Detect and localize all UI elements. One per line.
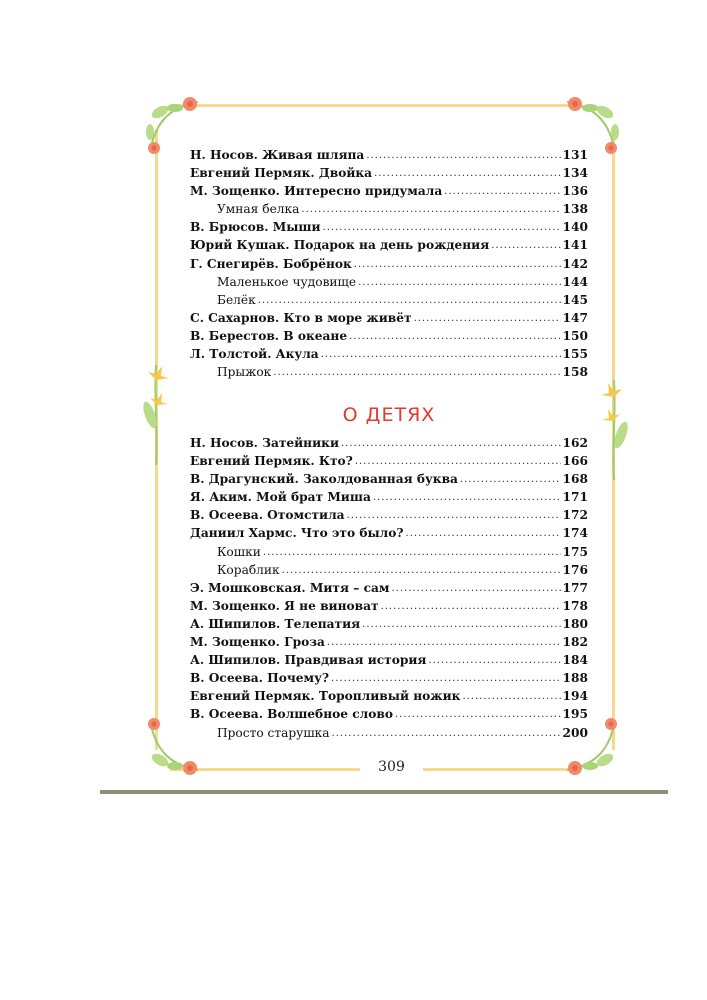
toc-entry-page: 155 <box>562 347 588 362</box>
toc-entry <box>190 599 588 617</box>
toc-entry <box>190 257 588 275</box>
toc-entry <box>190 490 588 508</box>
toc-dot-leader <box>373 492 561 503</box>
toc-entry <box>190 275 588 293</box>
toc-entry <box>190 707 588 725</box>
toc-entry-page: 150 <box>562 328 588 343</box>
toc-entry <box>190 454 588 472</box>
toc-entry-title: Э. Мошковская. Митя – сам <box>190 580 390 595</box>
toc-dot-leader <box>347 510 561 521</box>
toc-dot-leader <box>258 295 561 306</box>
toc-entry-page: 131 <box>562 148 588 162</box>
toc-entry <box>190 329 588 347</box>
toc-entry-title: А. Шипилов. Правдивая история <box>190 653 427 668</box>
toc-entry-page: 142 <box>562 256 588 271</box>
toc-entry-page: 194 <box>562 689 588 704</box>
toc-entry-title: Н. Носов. Живая шляпа <box>190 148 365 162</box>
toc-entry-page: 147 <box>562 310 588 325</box>
toc-entry-title: В. Осеева. Отомстила <box>190 508 345 523</box>
toc-entry-title: Белёк <box>217 292 256 307</box>
toc-entry <box>190 202 588 220</box>
toc-dot-leader <box>362 619 560 630</box>
toc-entry-title: Евгений Пермяк. Кто? <box>190 454 353 469</box>
toc-entry-title: Кораблик <box>217 562 280 577</box>
toc-entry <box>190 238 588 256</box>
section-heading: О ДЕТЯХ <box>342 404 436 426</box>
toc-dot-leader <box>332 728 561 739</box>
lily-left-icon <box>140 360 176 470</box>
toc-entry-title: М. Зощенко. Интересно придумала <box>190 184 443 199</box>
toc-entry-title: А. Шипилов. Телепатия <box>190 616 361 631</box>
toc-dot-leader <box>327 637 561 648</box>
toc-entry-page: 188 <box>562 671 588 686</box>
toc-entry-title: Юрий Кушак. Подарок на день рождения <box>190 238 490 253</box>
toc-entry <box>190 311 588 329</box>
toc-entry <box>190 671 588 689</box>
toc-dot-leader <box>406 528 561 539</box>
toc-entry-page: 172 <box>562 508 588 523</box>
toc-dot-leader <box>414 313 561 324</box>
toc-entry-title: Г. Снегирёв. Бобрёнок <box>190 256 352 271</box>
toc-entry-page: 134 <box>562 166 588 181</box>
toc-entry <box>190 436 588 454</box>
toc-entry-page: 200 <box>562 725 588 740</box>
toc-entry-title: Л. Толстой. Акула <box>190 347 319 362</box>
toc-entry <box>190 166 588 184</box>
toc-entry-page: 144 <box>562 274 588 289</box>
frame-bottom-line-right <box>423 768 573 771</box>
toc-entry-page: 158 <box>562 365 588 380</box>
toc-entry-title: Кошки <box>217 544 261 559</box>
toc-entry-title: М. Зощенко. Я не виноват <box>190 598 379 613</box>
toc-entry <box>190 508 588 526</box>
toc-entry-title: Умная белка <box>217 202 300 217</box>
toc-entry-page: 140 <box>562 220 588 235</box>
toc-dot-leader <box>273 367 560 378</box>
toc-entry <box>190 581 588 599</box>
toc-dot-leader <box>491 240 560 251</box>
toc-entry <box>190 347 588 365</box>
toc-entry <box>190 184 588 202</box>
toc-entry <box>190 726 588 744</box>
toc-entry-title: Н. Носов. Затейники <box>190 436 339 450</box>
toc-entry-page: 176 <box>562 562 588 577</box>
toc-entry-page: 141 <box>562 238 588 253</box>
toc-entry <box>190 220 588 238</box>
toc-entry <box>190 148 588 166</box>
toc-dot-leader <box>355 456 561 467</box>
toc-entry-page: 168 <box>562 472 588 487</box>
toc-dot-leader <box>323 222 561 233</box>
toc-entry-page: 180 <box>562 616 588 631</box>
toc-entry-title: М. Зощенко. Гроза <box>190 635 325 650</box>
toc-entry-page: 178 <box>562 598 588 613</box>
toc-entry <box>190 635 588 653</box>
toc-dot-leader <box>395 709 561 720</box>
toc-entry-title: Прыжок <box>217 365 272 380</box>
toc-section-2 <box>190 436 588 744</box>
frame-top-line <box>170 104 570 107</box>
toc-entry <box>190 472 588 490</box>
toc-entry-title: Маленькое чудовище <box>217 274 357 289</box>
toc-entry-page: 174 <box>562 526 588 541</box>
toc-entry <box>190 293 588 311</box>
toc-entry-title: В. Брюсов. Мыши <box>190 220 321 235</box>
toc-dot-leader <box>358 277 560 288</box>
toc-dot-leader <box>381 601 561 612</box>
toc-entry <box>190 563 588 581</box>
toc-entry-title: В. Драгунский. Заколдованная буква <box>190 472 458 487</box>
toc-dot-leader <box>444 186 560 197</box>
toc-entry-title: С. Сахарнов. Кто в море живёт <box>190 310 412 325</box>
toc-dot-leader <box>263 547 561 558</box>
toc-dot-leader <box>462 691 560 702</box>
toc-entry-page: 145 <box>562 292 588 307</box>
toc-dot-leader <box>349 331 560 342</box>
toc-entry-page: 182 <box>562 635 588 650</box>
toc-entry-page: 175 <box>562 544 588 559</box>
toc-dot-leader <box>391 583 560 594</box>
toc-entry-title: Я. Аким. Мой брат Миша <box>190 490 371 505</box>
toc-dot-leader <box>341 438 561 449</box>
toc-dot-leader <box>354 259 561 270</box>
toc-dot-leader <box>460 474 561 485</box>
toc-entry-page: 177 <box>562 580 588 595</box>
toc-entry-title: В. Осеева. Волшебное слово <box>190 707 393 722</box>
toc-entry-page: 171 <box>562 490 588 505</box>
toc-section-1 <box>190 148 588 383</box>
toc-dot-leader <box>282 565 561 576</box>
toc-entry <box>190 526 588 544</box>
toc-entry <box>190 365 588 383</box>
toc-entry-title: Евгений Пермяк. Двойка <box>190 166 373 181</box>
toc-dot-leader <box>301 204 560 215</box>
lily-right-icon <box>596 375 632 485</box>
toc-dot-leader <box>321 349 561 360</box>
toc-entry-page: 138 <box>562 202 588 217</box>
toc-entry-title: Даниил Хармс. Что это было? <box>190 526 404 541</box>
toc-dot-leader <box>366 150 560 161</box>
toc-entry-title: В. Осеева. Почему? <box>190 671 330 686</box>
toc-dot-leader <box>428 655 560 666</box>
toc-entry-title: Просто старушка <box>217 725 330 740</box>
toc-entry-title: Евгений Пермяк. Торопливый ножик <box>190 689 461 704</box>
toc-entry <box>190 689 588 707</box>
toc-entry-page: 136 <box>562 184 588 199</box>
page-number: 309 <box>378 759 405 775</box>
toc-entry-page: 166 <box>562 454 588 469</box>
toc-dot-leader <box>374 168 560 179</box>
toc-entry-page: 184 <box>562 653 588 668</box>
toc-entry <box>190 653 588 671</box>
toc-entry-page: 162 <box>562 436 588 450</box>
toc-entry-title: В. Берестов. В океане <box>190 328 348 343</box>
page-bottom-rule <box>100 790 668 794</box>
toc-dot-leader <box>331 673 561 684</box>
toc-entry <box>190 617 588 635</box>
toc-entry <box>190 545 588 563</box>
toc-entry-page: 195 <box>562 707 588 722</box>
